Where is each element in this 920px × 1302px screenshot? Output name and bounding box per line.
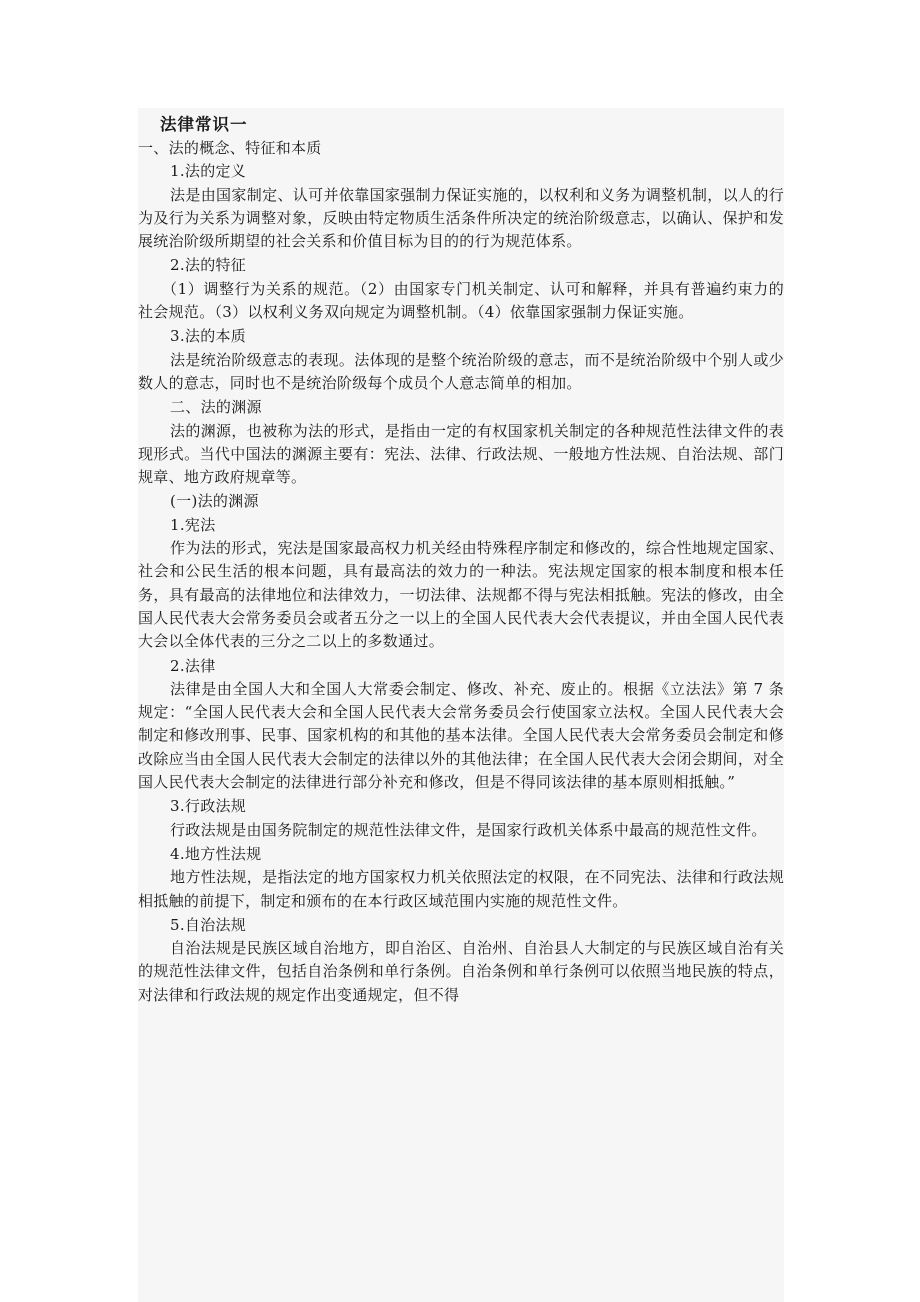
document-page [138,108,784,1302]
paragraph-local-regulations: 地方性法规，是指法定的地方国家权力机关依照法定的权限，在不同宪法、法律和行政法规相抵触的前提下，制定和颁布的在本行政区域范围内实施的规范性文件。 [138,868,784,910]
subheading-autonomous-regulations: 5.自治法规 [170,915,247,934]
paragraph-essence: 法是统治阶级意志的表现。法体现的是整个统治阶级的意志，而不是统治阶级中个别人或少数人的意志，同时也不是统治阶级每个成员个人意志简单的相加。 [138,350,784,392]
heading-concept-features-essence: 一、法的概念、特征和本质 [138,139,322,157]
subheading-constitution: 1.宪法 [170,515,216,534]
paragraph-features: （1）调整行为关系的规范。（2）由国家专门机关制定、认可和解释，并具有普遍约束力的社会规范。（3）以权利义务双向规定为调整机制。（4）依靠国家强制力保证实施。 [138,279,784,322]
paragraph-sources-of-law: 法的渊源，也被称为法的形式，是指由一定的有权国家机关制定的各种规范性法律文件的表现形式。当代中国法的渊源主要有：宪法、法律、行政法规、一般地方性法规、自治法规、部门规章、地方政府规章等。 [138,421,784,487]
subheading-features: 2.法的特征 [170,256,247,275]
subheading-definition: 1.法的定义 [170,162,247,181]
paragraph-autonomous-regulations: 自治法规是民族区域自治地方，即自治区、自治州、自治县人大制定的与民族区域自治有关的规范性法律文件，包括自治条例和单行条例。自治条例和单行条例可以依照当地民族的特点，对法律和行政法规的规定作出变通规定，但不得 [138,939,784,1004]
subheading-local-regulations: 4.地方性法规 [170,844,262,863]
paragraph-law: 法律是由全国人大和全国人大常委会制定、修改、补充、废止的。根据《立法法》第 7 条规定：“全国人民代表大会和全国人民代表大会常务委员会行使国家立法权。全国人民代表大会制定和修改刑事、民事、国家机构的和其他的基本法律。全国人民代表大会常务委员会制定和修改除应当由全国人民代表大会制定的法律以外的其他法律；在全国人民代表大会闭会期间，对全国人民代表大会制定的法律进行部分补充和修改，但是不得同该法律的基本原则相抵触。” [138,679,784,792]
subheading-administrative-regulations: 3.行政法规 [170,797,247,816]
subheading-law: 2.法律 [170,656,216,675]
document-body [138,108,784,1007]
page-title: 法律常识一 [160,115,248,134]
paragraph-definition: 法是由国家制定、认可并依靠国家强制力保证实施的，以权利和义务为调整机制，以人的行为及行为关系为调整对象，反映由特定物质生活条件所决定的统治阶级意志，以确认、保护和发展统治阶级所期望的社会关系和价值目标为目的的行为规范体系。 [138,185,784,251]
paragraph-administrative-regulations: 行政法规是由国务院制定的规范性法律文件，是国家行政机关体系中最高的规范性文件。 [170,820,767,839]
paragraph-constitution: 作为法的形式，宪法是国家最高权力机关经由特殊程序制定和修改的，综合性地规定国家、社会和公民生活的根本问题，具有最高法的效力的一种法。宪法规定国家的根本制度和根本任务，具有最高的法律地位和法律效力，一切法律、法规都不得与宪法相抵触。宪法的修改，由全国人民代表大会常务委员会或者五分之一以上的全国人民代表大会代表提议，并由全国人民代表大会以全体代表的三分之二以上的多数通过。 [138,539,784,651]
subheading-essence: 3.法的本质 [170,327,247,346]
subheading-sources-list: (一)法的渊源 [170,492,259,511]
heading-sources-of-law: 二、法的渊源 [170,398,262,417]
